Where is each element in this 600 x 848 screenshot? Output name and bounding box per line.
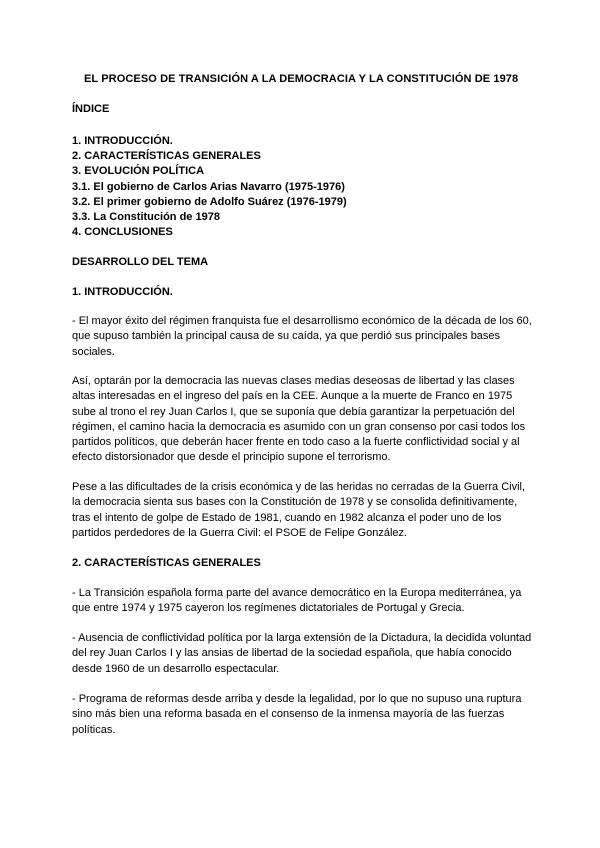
section-1-heading: 1. INTRODUCCIÓN.: [72, 286, 173, 298]
toc-item: 3.3. La Constitución de 1978: [72, 211, 220, 224]
section-2-paragraph-1: - La Transición española forma parte del avance democrático en la Europa mediterránea, ya que entre 1974 y 1975 cayeron los regímenes dictatoriales de Portugal y Grecia.: [72, 587, 522, 615]
toc-item: 3.2. El primer gobierno de Adolfo Suárez (1976-1979): [72, 195, 347, 208]
section-1-paragraph-3: Pese a las dificultades de la crisis económica y de las heridas no cerradas de la Guerra Civil, la democracia sienta sus bases con la Constitución de 1978 y se consolida definitivamente, tras el intento de golpe de Estado de 1981, cuando en 1982 alcanza el poder uno de los partidos perdedores de la Guerra Civil: el PSOE de Felipe González.: [72, 481, 526, 539]
document-title: EL PROCESO DE TRANSICIÓN A LA DEMOCRACIA Y LA CONSTITUCIÓN DE 1978: [84, 73, 519, 85]
toc-item: 4. CONCLUSIONES: [72, 226, 173, 239]
section-2-paragraph-3: - Programa de reformas desde arriba y desde la legalidad, por lo que no supuso una ruptura sino más bien una reforma basada en el consenso de la inmensa mayoría de las fuerzas políticas.: [72, 693, 522, 736]
toc-item: 2. CARACTERÍSTICAS GENERALES: [72, 150, 261, 163]
section-1-paragraph-1: - El mayor éxito del régimen franquista fue el desarrollismo económico de la década de los 60, que supuso también la principal causa de su caída, ya que perdió sus principales bases sociales.: [72, 315, 532, 358]
development-heading: DESARROLLO DEL TEMA: [72, 256, 209, 268]
section-1-paragraph-2: Así, optarán por la democracia las nuevas clases medias deseosas de libertad y las clases altas interesadas en el ingreso del país en la CEE. Aunque a la muerte de Franco en 1975 sube al trono el rey Juan Carlos I, que se suponía que debía garantizar la perpetuación del régimen, el camino hacia la democracia es asumido con un gran consenso por casi todos los partidos políticos, que deberán hacer frente en todo caso a la fuerte conflictividad social y al efecto distorsionador que desde el principio supone el terrorismo.: [72, 375, 526, 464]
section-2-heading: 2. CARACTERÍSTICAS GENERALES: [72, 557, 261, 569]
toc-item: 3. EVOLUCIÓN POLÍTICA: [72, 165, 205, 178]
toc-item: 3.1. El gobierno de Carlos Arias Navarro (1975-1976): [72, 180, 345, 193]
section-2-paragraph-2: - Ausencia de conflictividad política por la larga extensión de la Dictadura, la decidida voluntad del rey Juan Carlos I y las ansias de libertad de la sociedad española, que había conocido desde 1960 de un desarrollo espectacular.: [72, 632, 532, 675]
index-heading: ÍNDICE: [72, 103, 110, 115]
toc-item: 1. INTRODUCCIÓN.: [72, 135, 173, 147]
table-of-contents: [72, 134, 347, 240]
